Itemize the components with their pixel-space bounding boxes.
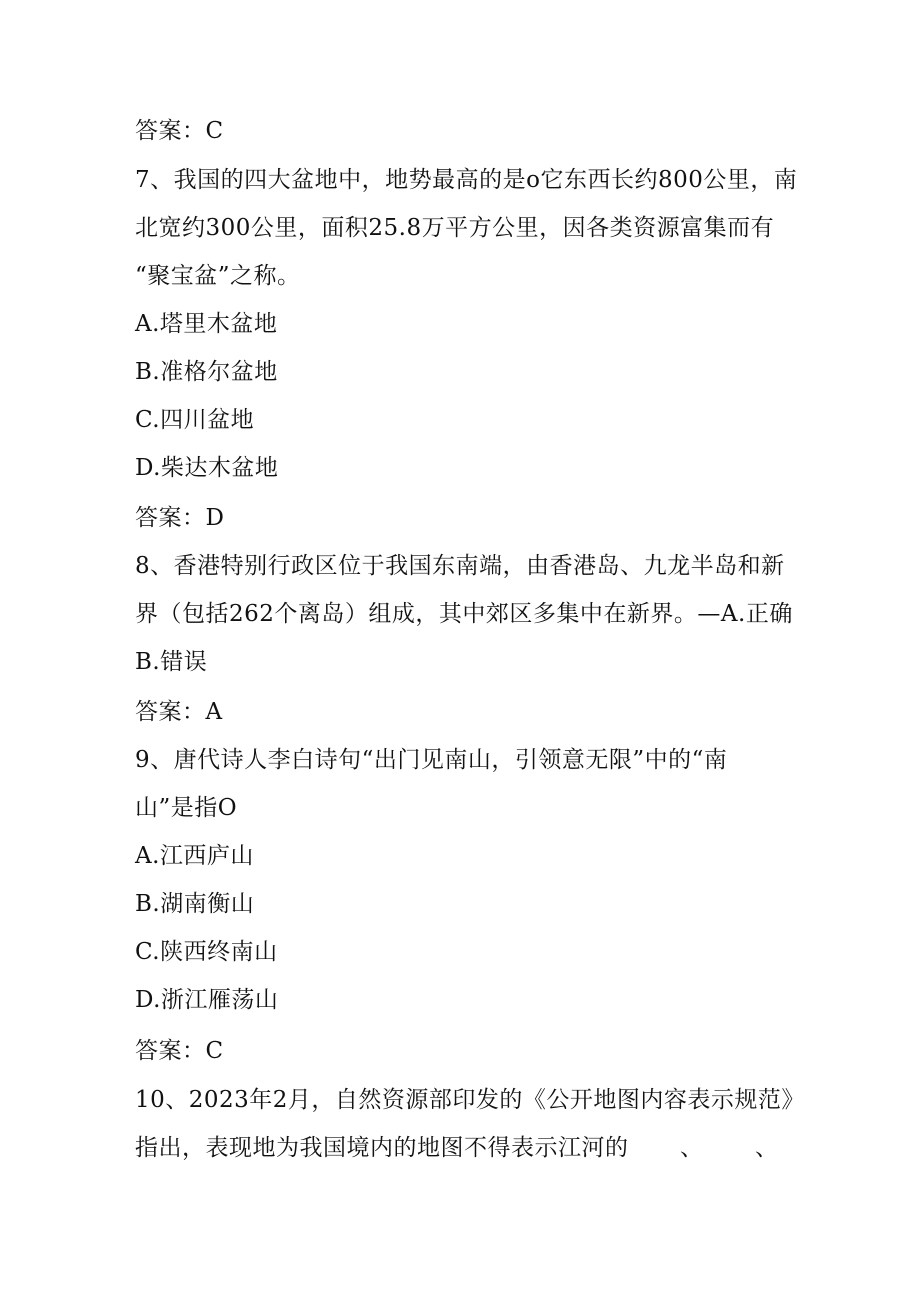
answer-6: 答案：C [135, 118, 224, 144]
question-8-line-2: 界（包括262个离岛）组成，其中郊区多集中在新界。—A.正确 [135, 601, 793, 627]
question-7-option-d: D.柴达木盆地 [135, 455, 279, 481]
question-7-option-c: C.四川盆地 [135, 407, 255, 433]
question-8-option-b: B.错误 [135, 649, 208, 675]
answer-8: 答案：A [135, 699, 223, 725]
question-7-line-1: 7、我国的四大盆地中，地势最高的是o它东西长约800公里，南 [135, 167, 798, 193]
question-8-line-1: 8、香港特别行政区位于我国东南端，由香港岛、九龙半岛和新 [135, 553, 785, 579]
question-9-line-2: 山”是指O [135, 795, 238, 821]
answer-7: 答案：D [135, 505, 225, 531]
question-10-line-2-text: 指出，表现地为我国境内的地图不得表示江河的 [135, 1135, 629, 1161]
question-10-line-2 [135, 1133, 779, 1163]
blank-separator-2: 、 [755, 1135, 779, 1161]
question-7-line-2: 北宽约300公里，面积25.8万平方公里，因各类资源富集而有 [135, 215, 775, 241]
question-7-option-a: A.塔里木盆地 [135, 311, 278, 337]
question-7-line-3: “聚宝盆”之称。 [135, 263, 301, 289]
question-9-option-a: A.江西庐山 [135, 843, 254, 869]
question-9-line-1: 9、唐代诗人李白诗句“出门见南山，引领意无限”中的“南 [135, 747, 728, 773]
blank-separator-1: 、 [680, 1135, 704, 1161]
answer-9: 答案：C [135, 1038, 224, 1064]
question-9-option-d: D.浙江雁荡山 [135, 987, 279, 1013]
question-7-option-b: B.准格尔盆地 [135, 359, 278, 385]
question-9-option-b: B.湖南衡山 [135, 891, 255, 917]
question-10-line-1: 10、2023年2月，自然资源部印发的《公开地图内容表示规范》 [135, 1087, 805, 1113]
question-9-option-c: C.陕西终南山 [135, 939, 278, 965]
